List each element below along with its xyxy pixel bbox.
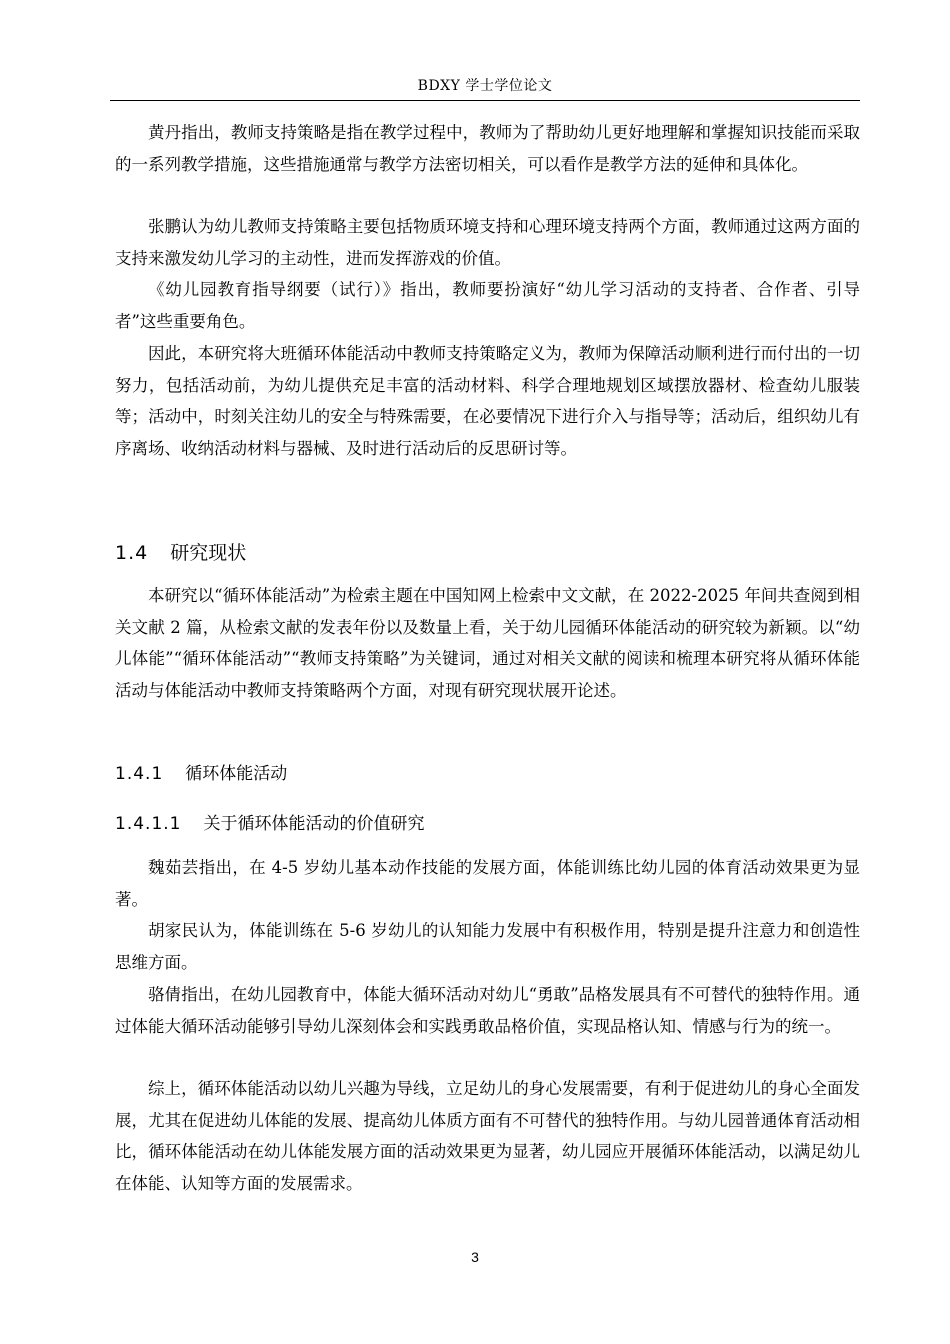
paragraph-summary: 综上，循环体能活动以幼儿兴趣为导线，立足幼儿的身心发展需要，有利于促进幼儿的身心全面发展，尤其在促进幼儿体能的发展、提高幼儿体质方面有不可替代的独特作用。与幼儿园普通体育活动相比，循环体能活动在幼儿体能发展方面的活动效果更为显著，幼儿园应开展循环体能活动，以满足幼儿在体能、认知等方面的发展需求。: [115, 1079, 860, 1193]
paragraph-huang-dan: 黄丹指出，教师支持策略是指在教学过程中，教师为了帮助幼儿更好地理解和掌握知识技能而采取的一系列教学措施，这些措施通常与教学方法密切相关，可以看作是教学方法的延伸和具体化。: [115, 123, 860, 174]
paragraph-hu-jiamin: 胡家民认为，体能训练在 5-6 岁幼儿的认知能力发展中有积极作用，特别是提升注意力和创造性思维方面。: [115, 921, 860, 972]
header-divider: [110, 100, 860, 101]
paragraph-zhang-peng: 张鹏认为幼儿教师支持策略主要包括物质环境支持和心理环境支持两个方面，教师通过这两方面的支持来激发幼儿学习的主动性，进而发挥游戏的价值。: [115, 217, 860, 268]
running-header: BDXY 学士学位论文: [417, 78, 553, 94]
section-heading-1-4: [115, 538, 860, 568]
paragraph-definition: 因此，本研究将大班循环体能活动中教师支持策略定义为，教师为保障活动顺利进行而付出的一切努力，包括活动前，为幼儿提供充足丰富的活动材料、科学合理地规划区域摆放器材、检查幼儿服装等；活动中，时刻关注幼儿的安全与特殊需要，在必要情况下进行介入与指导等；活动后，组织幼儿有序离场、收纳活动材料与器械、及时进行活动后的反思研讨等。: [115, 344, 860, 458]
paragraph-wei-ruyun: 魏茹芸指出，在 4-5 岁幼儿基本动作技能的发展方面，体能训练比幼儿园的体育活动效果更为显著。: [115, 858, 860, 909]
section-title: 循环体能活动: [185, 764, 288, 784]
paragraph-guideline: 《幼儿园教育指导纲要（试行）》指出，教师要扮演好“幼儿学习活动的支持者、合作者、引导者”这些重要角色。: [115, 280, 860, 331]
paragraph-luo-qian: 骆倩指出，在幼儿园教育中，体能大循环活动对幼儿“勇敢”品格发展具有不可替代的独特作用。通过体能大循环活动能够引导幼儿深刻体会和实践勇敢品格价值，实现品格认知、情感与行为的统一。: [115, 985, 860, 1036]
paragraph-research-status: 本研究以“循环体能活动”为检索主题在中国知网上检索中文文献，在 2022-2025 年间共查阅到相关文献 2 篇，从检索文献的发表年份以及数量上看，关于幼儿园循环体能活动的研究较为新颖。以“幼儿体能”“循环体能活动”“教师支持策略”为关键词，通过对相关文献的阅读和梳理本研究将从循环体能活动与体能活动中教师支持策略两个方面，对现有研究现状展开论述。: [115, 586, 860, 700]
section-title: 关于循环体能活动的价值研究: [203, 814, 425, 834]
section-number: 1.4.1: [115, 764, 164, 784]
section-number: 1.4: [115, 542, 149, 564]
section-title: 研究现状: [170, 542, 247, 564]
section-heading-1-4-1-1: [115, 810, 860, 838]
section-heading-1-4-1: [115, 760, 860, 788]
page-number: 3: [471, 1249, 479, 1265]
section-number: 1.4.1.1: [115, 814, 182, 834]
